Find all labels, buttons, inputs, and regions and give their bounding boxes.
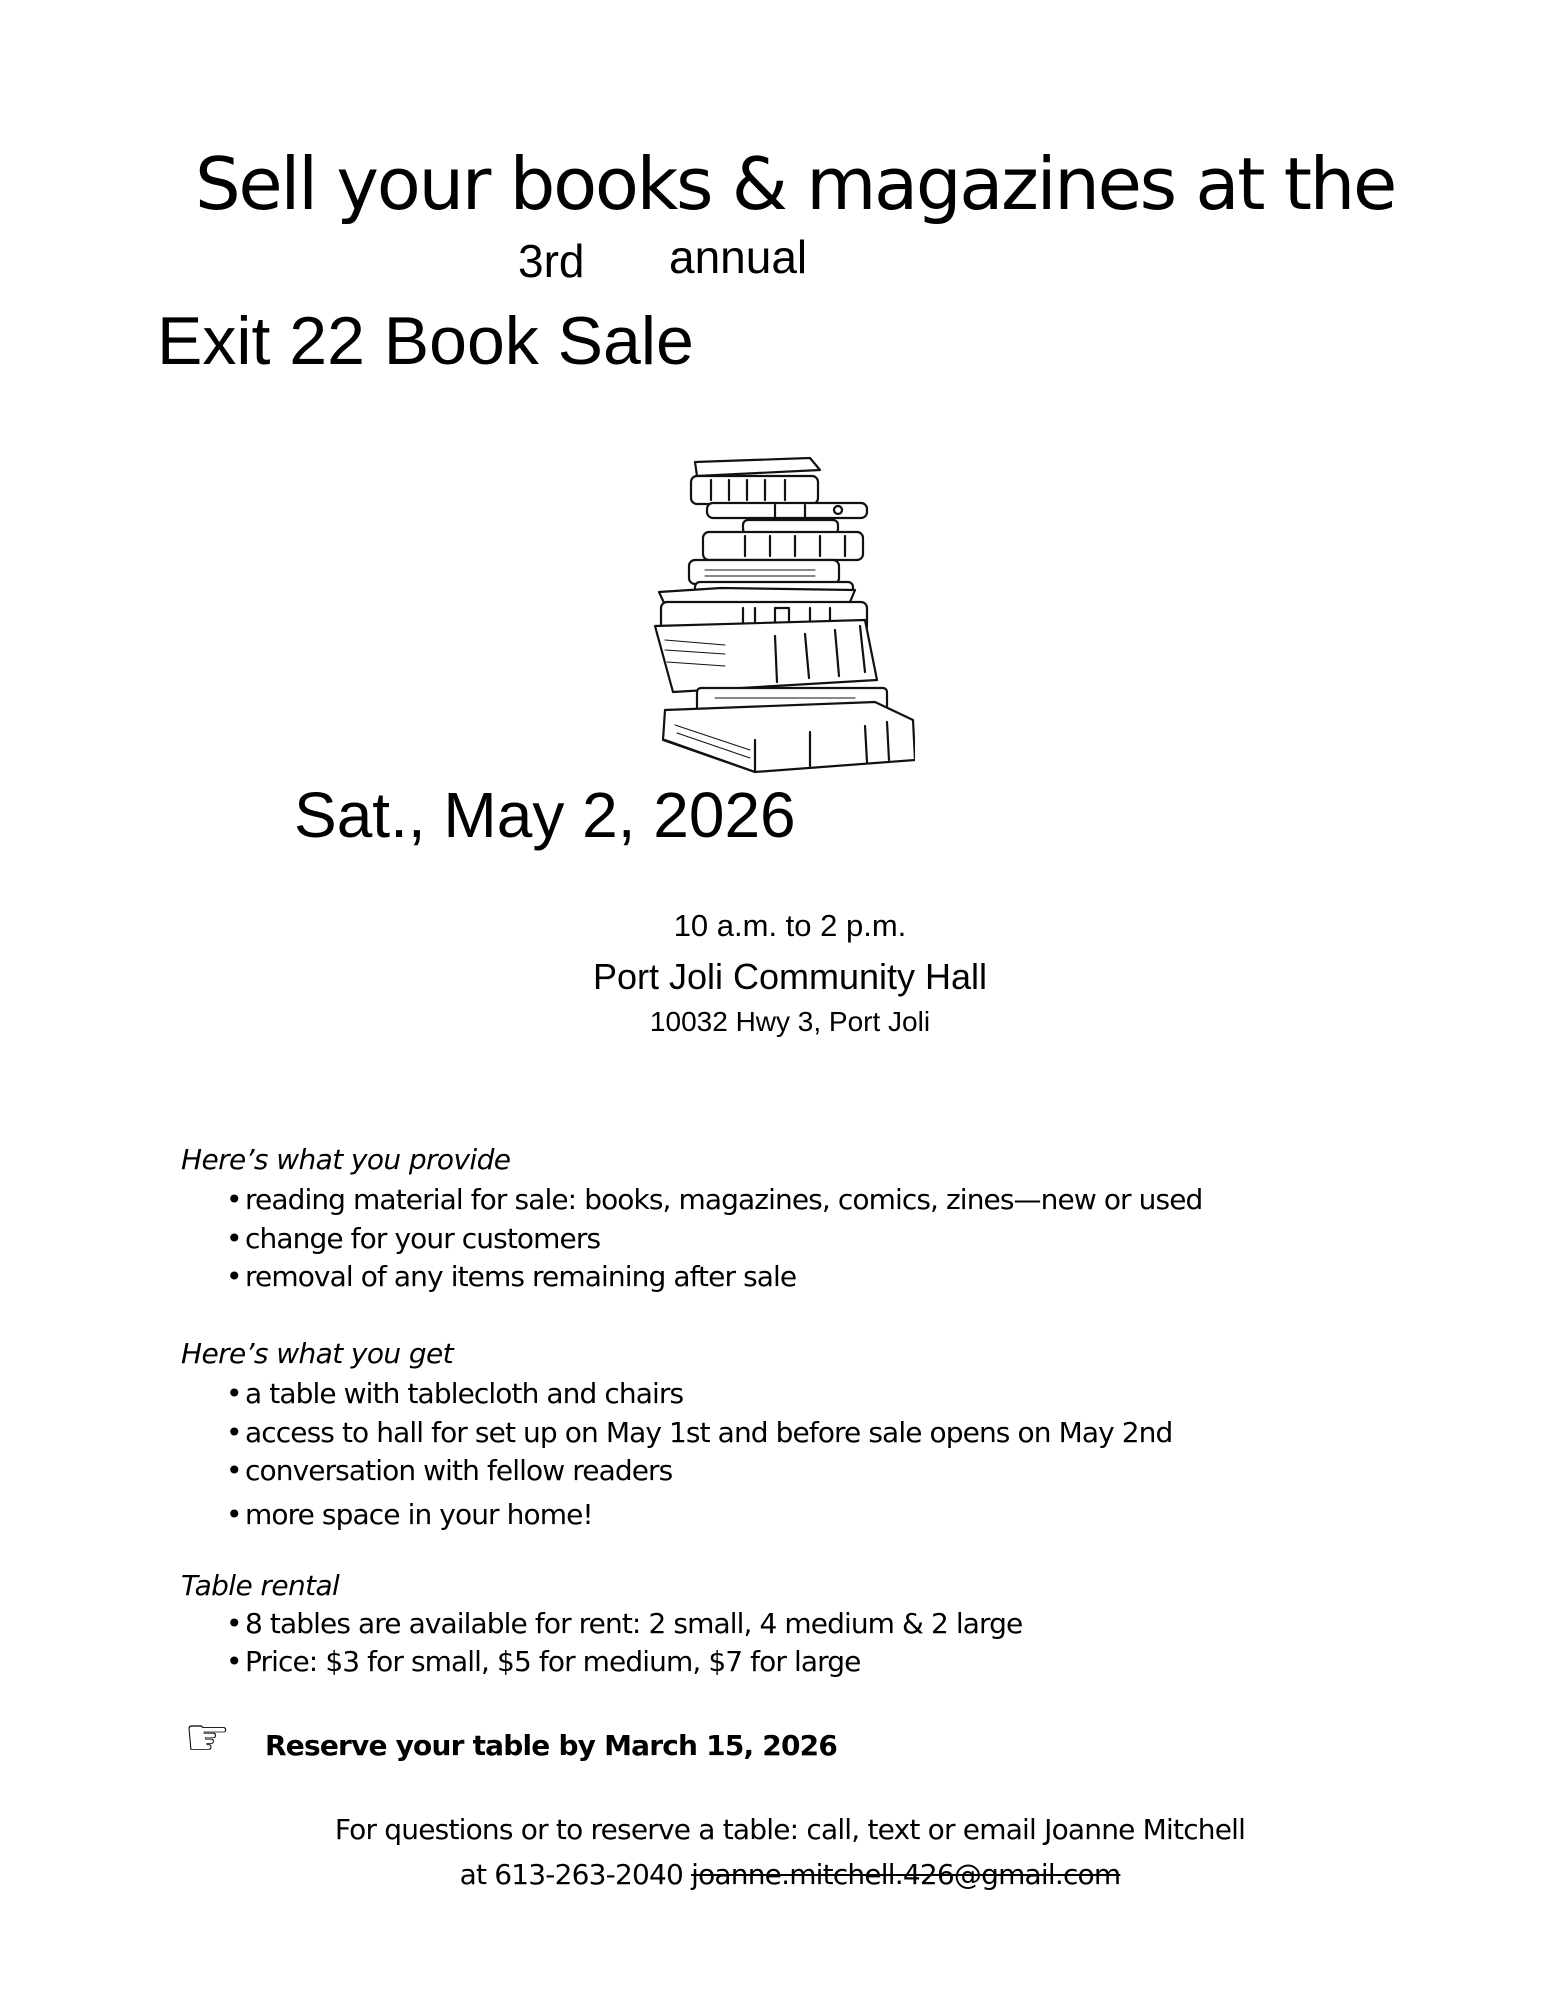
pointing-hand-icon: ☞	[184, 1708, 231, 1768]
list-item: • reading material for sale: books, magazines, comics, zines—new or used	[226, 1183, 1203, 1216]
list-item: • change for your customers	[226, 1222, 601, 1255]
section-heading-table-rental: Table rental	[181, 1569, 340, 1602]
reserve-deadline-text: Reserve your table by March 15, 2026	[265, 1729, 838, 1762]
contact-line: For questions or to reserve a table: call, text or email Joanne Mitchell	[334, 1813, 1246, 1846]
event-date: Sat., May 2, 2026	[294, 779, 796, 851]
edition-ordinal: 3rd	[518, 235, 585, 287]
event-address: 10032 Hwy 3, Port Joli	[649, 1006, 931, 1037]
event-name: Exit 22 Book Sale	[157, 303, 694, 379]
bullet-icon: •	[226, 1222, 242, 1255]
bullet-icon: •	[226, 1260, 242, 1293]
contact-details	[0, 1858, 1545, 1891]
list-item: • more space in your home!	[226, 1498, 593, 1531]
list-item: • a table with tablecloth and chairs	[226, 1377, 684, 1410]
bullet-icon: •	[226, 1377, 242, 1410]
contact-email-link[interactable]: joanne.mitchell.426@gmail.com	[691, 1858, 1121, 1891]
list-item: • access to hall for set up on May 1st and before sale opens on May 2nd	[226, 1416, 1173, 1449]
bullet-icon: •	[226, 1645, 242, 1678]
section-heading-provide: Here’s what you provide	[181, 1143, 511, 1176]
event-time: 10 a.m. to 2 p.m.	[673, 908, 907, 943]
headline: Sell your books & magazines at the	[195, 142, 1396, 226]
list-item: • removal of any items remaining after sale	[226, 1260, 797, 1293]
bullet-icon: •	[226, 1454, 242, 1487]
stack-of-books-icon	[625, 440, 915, 775]
list-item: • conversation with fellow readers	[226, 1454, 673, 1487]
bullet-icon: •	[226, 1607, 242, 1640]
event-venue: Port Joli Community Hall	[592, 956, 988, 997]
bullet-icon: •	[226, 1416, 242, 1449]
edition-annual: annual	[669, 231, 808, 283]
bullet-icon: •	[226, 1183, 242, 1216]
bullet-icon: •	[226, 1498, 242, 1531]
section-heading-get: Here’s what you get	[181, 1337, 454, 1370]
list-item: • 8 tables are available for rent: 2 small, 4 medium & 2 large	[226, 1607, 1023, 1640]
contact-phone: at 613-263-2040	[459, 1858, 683, 1891]
list-item: • Price: $3 for small, $5 for medium, $7 for large	[226, 1645, 861, 1678]
